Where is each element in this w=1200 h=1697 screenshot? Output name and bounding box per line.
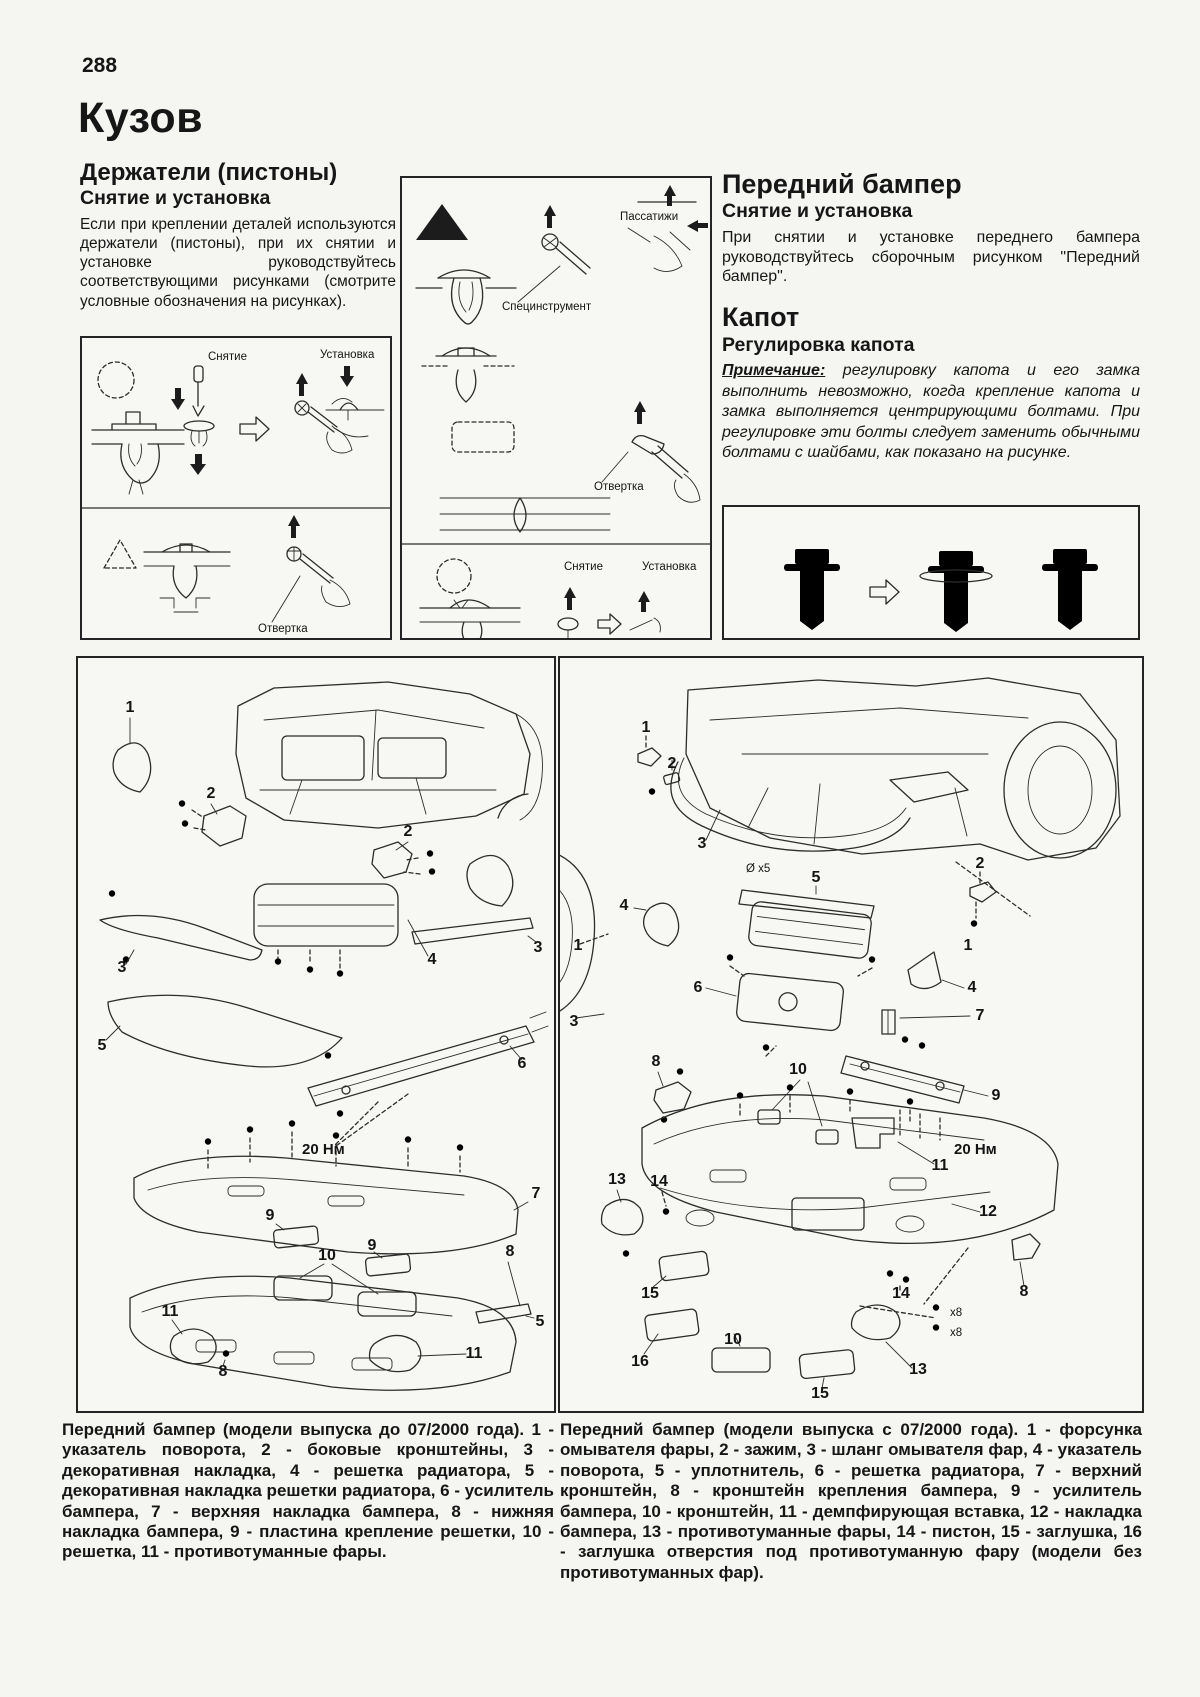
- clip-types-figure: [402, 178, 710, 638]
- callout-number: 5: [97, 1037, 107, 1054]
- figure-label: 20 Нм: [302, 1141, 345, 1158]
- callout-number: 16: [631, 1353, 649, 1370]
- figure-label: Отвертка: [258, 623, 308, 635]
- bumper-pre2000-drawing: [78, 658, 554, 1411]
- callout-number: 8: [1019, 1283, 1029, 1300]
- callout-number: 8: [218, 1363, 228, 1380]
- figure-label: Снятие: [208, 351, 247, 363]
- page-title: Кузов: [78, 94, 204, 142]
- callout-number: 11: [465, 1345, 483, 1362]
- callout-number: 10: [789, 1061, 807, 1078]
- callout-number: 8: [651, 1053, 661, 1070]
- bumper-pre2000-figure: [76, 656, 556, 1413]
- callout-number: 3: [533, 939, 543, 956]
- callout-number: 9: [367, 1237, 377, 1254]
- caption-right-block: [560, 1420, 1142, 1583]
- figure-label: Отвертка: [594, 481, 644, 493]
- callout-number: 2: [206, 785, 216, 802]
- callout-number: 1: [125, 699, 135, 716]
- figure-label: Установка: [642, 561, 697, 573]
- figure-label: Снятие: [564, 561, 603, 573]
- callout-number: 4: [967, 979, 977, 996]
- figure-label: 20 Нм: [954, 1141, 997, 1158]
- page-number: 288: [82, 54, 118, 77]
- callout-number: 12: [979, 1203, 997, 1220]
- bumper-post2000-drawing: [560, 658, 1142, 1411]
- callout-number: 15: [641, 1285, 659, 1302]
- callout-number: 9: [991, 1087, 1001, 1104]
- bolts-figure: [724, 507, 1138, 638]
- callout-number: 3: [117, 959, 127, 976]
- figure-label: x8: [950, 1307, 963, 1319]
- holders-heading: Держатели (пистоны): [80, 159, 338, 186]
- bumper-paragraph: При снятии и установке переднего бампера руководствуйтесь сборочным рисунком "Передний бампер".: [722, 228, 1140, 286]
- hood-bolts-figure: [722, 505, 1140, 640]
- callout-number: 14: [892, 1285, 910, 1302]
- section-holders: [80, 160, 396, 311]
- callout-number: 2: [403, 823, 413, 840]
- hood-note-label: Примечание:: [722, 362, 826, 380]
- callout-number: 1: [963, 937, 973, 954]
- callout-number: 2: [667, 755, 677, 772]
- callout-number: 3: [697, 835, 707, 852]
- callout-number: 4: [427, 951, 437, 968]
- figure-label: Пассатижи: [620, 211, 679, 223]
- callout-number: 11: [161, 1303, 179, 1320]
- hood-heading: Капот: [722, 302, 800, 333]
- holders-subheading: Снятие и установка: [80, 187, 271, 210]
- callout-number: 13: [608, 1171, 626, 1188]
- clip-figure-middle: [400, 176, 712, 640]
- figure-label: Специнструмент: [502, 301, 592, 313]
- caption-post2000: Передний бампер (модели выпуска с 07/2000 года). 1 - форсунка омывателя фары, 2 - зажим, 3 - шланг омывателя фар, 4 - указатель поворота, 5 - уплотнитель, 6 - решетка радиатора, 7 - верхний кронштейн, 8 - кронштейн крепления бампера, 9 - усилитель бампера, 10 - кронштейн, 11 - демпфирующая вставка, 12 - накладка бампера, 13 - противотуманные фары, 14 - пистон, 15 - заглушка, 16 - заглушка отверстия под противотуманную фару (модели без противотуманных фар).: [560, 1420, 1142, 1582]
- bumper-subheading: Снятие и установка: [722, 200, 913, 223]
- callout-number: 7: [531, 1185, 541, 1202]
- callout-number: 4: [619, 897, 629, 914]
- callout-number: 13: [909, 1361, 927, 1378]
- section-front-bumper: [722, 170, 1140, 463]
- callout-number: 11: [931, 1157, 949, 1174]
- callout-number: 5: [811, 869, 821, 886]
- callout-number: 6: [693, 979, 703, 996]
- callout-number: 1: [573, 937, 583, 954]
- caption-pre2000: Передний бампер (модели выпуска до 07/2000 года). 1 - указатель поворота, 2 - боковые кронштейны, 3 - декоративная накладка, 4 - решетка радиатора, 5 - декоративная накладка решетки радиатора, 6 - усилитель бампера, 7 - верхняя накладка бампера, 8 - нижняя накладка бампера, 9 - пластина крепление решетки, 10 - решетка, 11 - противотуманные фары.: [62, 1420, 554, 1562]
- hood-note: [722, 361, 1140, 463]
- figure-label: x8: [950, 1327, 963, 1339]
- holders-paragraph: Если при креплении деталей используются держатели (пистоны), при их снятии и установке руководствуйтесь соответствующими рисунками (смотрите условные обозначения на рисунках).: [80, 215, 396, 310]
- callout-number: 9: [265, 1207, 275, 1224]
- clip-removal-figure: [82, 338, 390, 638]
- caption-left-block: [62, 1420, 554, 1563]
- clip-figure-middle-labels: [502, 211, 697, 573]
- callout-number: 2: [975, 855, 985, 872]
- hood-subheading: Регулировка капота: [722, 333, 915, 356]
- bumper-post2000-callouts: [570, 719, 1029, 1402]
- callout-number: 7: [975, 1007, 985, 1024]
- callout-number: 14: [650, 1173, 668, 1190]
- figure-label: Ø x5: [746, 863, 771, 875]
- bumper-heading: Передний бампер: [722, 169, 962, 199]
- callout-number: 1: [641, 719, 651, 736]
- callout-number: 5: [535, 1313, 545, 1330]
- callout-number: 8: [505, 1243, 515, 1260]
- callout-number: 10: [724, 1331, 742, 1348]
- figure-label: Установка: [320, 349, 375, 361]
- callout-number: 6: [517, 1055, 527, 1072]
- callout-number: 10: [318, 1247, 336, 1264]
- hood-note-body: регулировку капота и его замка выполнить невозможно, когда крепление капота и замка выполняется центрирующими болтами. При регулировке эти болты следует заменить обычными болтами с шайбами, как показано на рисунке.: [722, 362, 1140, 461]
- callout-number: 15: [811, 1385, 829, 1402]
- clip-figure-left: [80, 336, 392, 640]
- bumper-post2000-figure: [558, 656, 1144, 1413]
- callout-number: 3: [569, 1013, 579, 1030]
- clip-figure-left-labels: [208, 349, 375, 635]
